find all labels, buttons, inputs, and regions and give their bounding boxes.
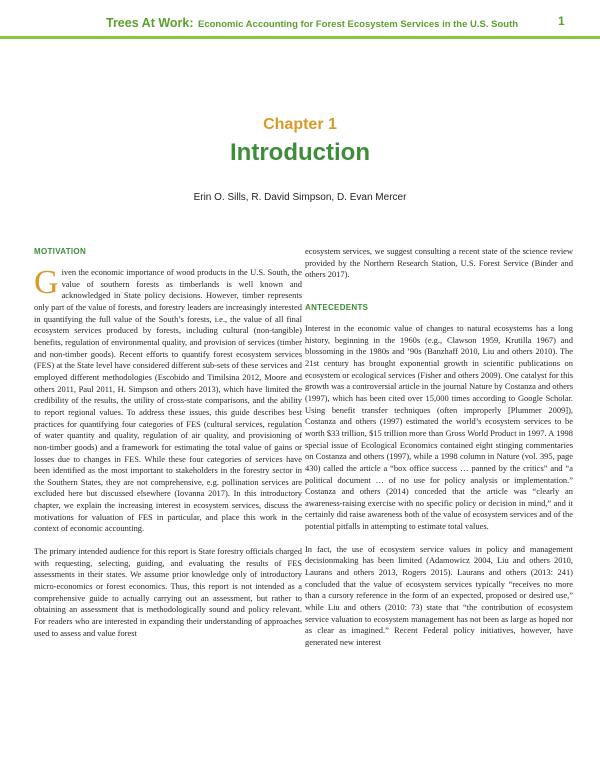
header-rule	[0, 36, 600, 39]
antecedents-paragraph-1: Interest in the economic value of changes to natural ecosystems has a long history, beginning in the 1960s (e.g., Clawson 1959, Krutilla 1967) and blossoming in the 1980s and ’90s (Banzhaff 2010, Liu and others 2010). The 21st century has brought exponential growth in scientific publications on ecosystem or ecological services (Fisher and others 2009). One catalyst for this growth was a controversial article in the journal Nature by Costanza and others (1997), which has been cited over 15,000 times according to Google Scholar. Using benefit transfer techniques (often improperly [Plummer 2009]), Costanza and others (1997) estimated the world’s ecosystem services to be worth $33 trillion, $15 trillion more than Gross World Product in 1997. A 1998 special issue of Ecological Economics contained eight stinging commentaries on Costanza and others (1997), while a 1998 column in Nature (vol. 395, page 430) called the article a “box office success … panned by the critics” and “a political document … of no use for policy analysis or implementation.” Costanza and others (2014) conceded that the article was “clearly an awareness-raising exercise with no specific policy or decision in mind,” and it certainly did raise awareness both of the value of ecosystem services and of the potential pitfalls in attempting to estimate total values.	[305, 322, 573, 532]
motivation-paragraph-2: The primary intended audience for this report is State forestry officials charged with requesting, selecting, guiding, and evaluating the results of FES assessments in their states. We assume prior knowledge only of introductory micro-economics or forest economics. Thus, this report is not intended as a comprehensive guide to actually carrying out an assessment, but rather to obtaining an assessment that is methodologically sound and policy relevant. For readers who are interested in expanding their understanding of approaches used to assess and value forest	[34, 546, 302, 638]
series-title: Trees At Work:	[106, 16, 194, 30]
report-title: Economic Accounting for Forest Ecosystem Services in the U.S. South	[197, 19, 519, 30]
header-title	[106, 14, 518, 32]
section-heading-antecedents: ANTECEDENTS	[305, 302, 369, 312]
section-heading-motivation: MOTIVATION	[34, 247, 87, 256]
drop-cap: G	[34, 264, 59, 301]
motivation-paragraph-3: ecosystem services, we suggest consulting a recent state of the science review provided by the Northern Research Station, U.S. Forest Service (Binder and others 2017).	[305, 246, 573, 280]
motivation-paragraph-1	[34, 264, 302, 535]
motivation-paragraph-1-text: iven the economic importance of wood products in the U.S. South, the value of southern forests as timberlands is well known and acknowledged in State policy decisions. However, timber represents only part of the value of forests, and forestry leaders are increasingly interested in quantifying the full value of the South’s forests, i.e., the value of all final ecosystem services produced by forests, including cultural (non-tangible) benefits, regulation of environmental quality, and provision of services (timber and non-timber goods). Recent efforts to quantify forest ecosystem services (FES) at the State level have considered different sub-sets of these services and employed different methodologies (Escobido and Timilsina 2012, Moore and others 2011, Paul 2011, H. Simpson and others 2013), which have limited the credibility of the results, the utility of cross-state comparisons, and the ability to report regional values. To address these issues, this guide describes best practices for quantifying four categories of FES (cultural services, regulation of water quantity and quality, regulation of air quality, and provisioning of non-timber goods) and a framework for estimating the total value of gains or losses due to changes in FES. While these four categories of services have been identified as the most important to stakeholders in the forestry sector in the Southern States, they are not comprehensive, e.g. pollination services are excluded here but discussed elsewhere (Iovanna 2017). In this introductory chapter, we explain the increasing interest in ecosystem services, discuss the motivations for valuation of FES in particular, and place this work in the context of economic accounting.	[34, 267, 302, 534]
right-column	[305, 246, 573, 660]
page-number: 1	[558, 14, 565, 28]
author-list: Erin O. Sills, R. David Simpson, D. Evan Mercer	[193, 192, 407, 203]
left-column	[34, 246, 302, 650]
antecedents-paragraph-2: In fact, the use of ecosystem service values in policy and management decisionmaking has been limited (Adamowicz 2004, Liu and others 2010, Laurans and others 2013, Rogers 2015). Laurans and others (2013: 241) concluded that the value of ecosystem services typically “receives no more than a cursory reference in the form of an expected, proposed or desired use,” while Liu and others (2010: 73) state that “the contribution of ecosystem service valuation to ecosystem management has not been as large as hoped nor as clear as imagined.” Recent Federal policy initiatives, however, have generated new interest	[305, 543, 573, 648]
chapter-label: Chapter 1	[263, 116, 337, 133]
chapter-title: Introduction	[230, 139, 370, 166]
